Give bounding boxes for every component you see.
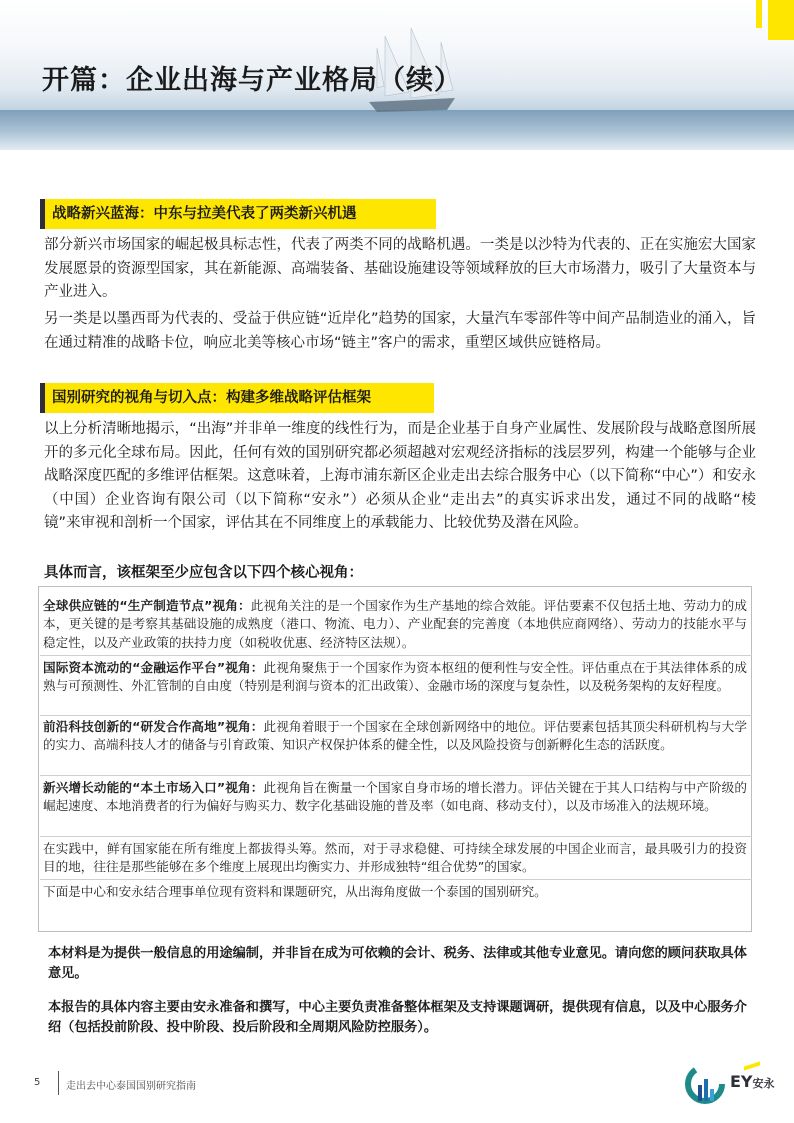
framework-item-innovation: [43, 718, 747, 755]
section1-paragraph-1: 部分新兴市场国家的崛起极具标志性，代表了两类不同的战略机遇。一类是以沙特为代表的、正在实施宏大国家发展愿景的资源型国家，其在新能源、高端装备、基础设施建设等领域释放的巨大市场潜力，吸引了大量资本与产业进入。: [44, 237, 756, 301]
page-number: 5: [34, 1077, 41, 1088]
framework-item-text: 此视角旨在衡量一个国家自身市场的增长潜力。评估关键在于其人口结构与中产阶级的崛起速度、本地消费者的行为偏好与购买力、数字化基础设施的普及率（如电商、移动支付），以及市场准入的法规环境。: [43, 780, 747, 814]
framework-item-text: 此视角聚焦于一个国家作为资本枢纽的便利性与安全性。评估重点在于其法律体系的成熟与可预测性、外汇管制的自由度（特别是利润与资本的汇出政策）、金融市场的深度与复杂性，以及税务架构的友好程度。: [43, 660, 747, 694]
section2-paragraph: 以上分析清晰地揭示，“出海”并非单一维度的线性行为，而是企业基于自身产业属性、发展阶段与战略意图所展开的多元化全球布局。因此，任何有效的国别研究都必须超越对宏观经济指标的浅层罗列，构建一个能够与企业战略深度匹配的多维评估框架。这意味着，上海市浦东新区企业走出去综合服务中心（以下简称“中心”）和安永（中国）企业咨询有限公司（以下简称“安永”）必须从企业“走出去”的真实诉求出发，通过不同的战略“棱镜”来审视和剖析一个国家，评估其在不同维度上的承载能力、比较优势及潜在风险。: [44, 421, 756, 532]
framework-item-text: 此视角着眼于一个国家在全球创新网络中的地位。评估要素包括其顶尖科研机构与大学的实力、高端科技人才的储备与引育政策、知识产权保护体系的健全性，以及风险投资与创新孵化生态的活跃度。: [43, 719, 747, 753]
framework-lead: 具体而言，该框架至少应包含以下四个核心视角：: [44, 565, 363, 581]
divider: [40, 775, 752, 776]
disclaimer-note: 本材料是为提供一般信息的用途编制，并非旨在成为可依赖的会计、税务、法律或其他专业意见。请向您的顾问获取具体意见。: [48, 946, 747, 981]
framework-item-title: 新兴增长动能的“本土市场入口”视角：: [43, 780, 264, 795]
framework-item-title: 全球供应链的“生产制造节点”视角：: [43, 598, 251, 613]
framework-closing: 下面是中心和安永结合理事单位现有资料和课题研究，从出海角度做一个泰国的国别研究。: [43, 884, 547, 899]
divider: [40, 879, 752, 880]
ey-logo-main: EY: [730, 1072, 753, 1091]
footer-doc-title: 走出去中心泰国国别研究指南: [66, 1081, 196, 1092]
divider: [40, 715, 752, 716]
framework-item-title: 国际资本流动的“金融运作平台”视角：: [43, 660, 264, 675]
corner-accent-stripe: [756, 0, 762, 28]
corner-accent: [768, 0, 794, 40]
framework-conclusion: 在实践中，鲜有国家能在所有维度上都拔得头筹。然而，对于寻求稳健、可持续全球发展的中国企业而言，最具吸引力的投资目的地，往往是那些能够在多个维度上展现出均衡实力、并形成独特“组合优势”的国家。: [43, 841, 747, 875]
section-heading-2: 国别研究的视角与切入点：构建多维战略评估框架: [40, 383, 434, 413]
center-logo-icon: [684, 1063, 726, 1107]
framework-item-finance: [43, 659, 747, 696]
page-title: 开篇：企业出海与产业格局（续）: [42, 65, 462, 96]
footer-divider: [58, 1071, 59, 1095]
divider: [40, 836, 752, 837]
section-heading-1: 战略新兴蓝海：中东与拉美代表了两类新兴机遇: [40, 199, 436, 229]
framework-item-title: 前沿科技创新的“研发合作高地”视角：: [43, 719, 264, 734]
framework-item-market: [43, 779, 747, 816]
ey-logo-bar: [744, 1061, 760, 1070]
section1-paragraph-2: 另一类是以墨西哥为代表的、受益于供应链“近岸化”趋势的国家，大量汽车零部件等中间产品制造业的涌入，旨在通过精准的战略卡位，响应北美等核心市场“链主”客户的需求，重塑区域供应链格局。: [44, 311, 756, 351]
divider: [40, 655, 752, 656]
ey-logo-cn: 安永: [752, 1077, 775, 1090]
header-banner: [0, 0, 794, 150]
ey-logo: [730, 1072, 775, 1091]
authorship-note: 本报告的具体内容主要由安永准备和撰写，中心主要负责准备整体框架及支持课题调研，提供现有信息，以及中心服务介绍（包括投前阶段、投中阶段、投后阶段和全周期风险防控服务）。: [48, 1000, 747, 1035]
framework-item-supply-chain: [43, 597, 747, 652]
framework-item-text: 此视角关注的是一个国家作为生产基地的综合效能。评估要素不仅包括土地、劳动力的成本，更关键的是考察其基础设施的成熟度（港口、物流、电力）、产业配套的完善度（本地供应商网络）、劳动力的技能水平与稳定性，以及产业政策的扶持力度（如税收优惠、经济特区法规）。: [43, 598, 748, 650]
